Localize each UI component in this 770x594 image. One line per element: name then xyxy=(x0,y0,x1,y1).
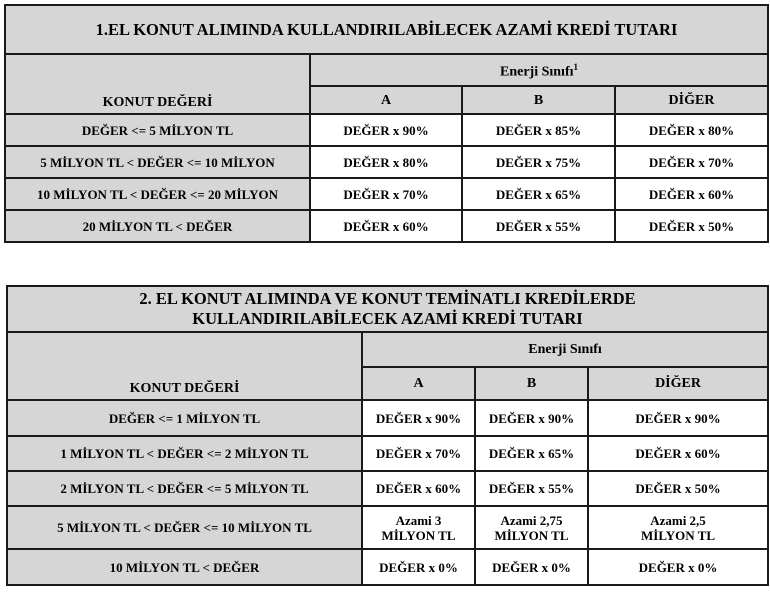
value-line: Azami 2,5 xyxy=(650,512,706,528)
table2-title xyxy=(7,286,768,332)
table1-energy-class-header xyxy=(310,54,768,86)
value-cell xyxy=(362,506,475,549)
value-cell: DEĞER x 50% xyxy=(615,210,768,242)
value-cell: DEĞER x 70% xyxy=(615,146,768,178)
table-row xyxy=(5,114,768,146)
value-cell: DEĞER x 60% xyxy=(362,471,475,506)
value-cell: DEĞER x 85% xyxy=(462,114,615,146)
value-cell: DEĞER x 0% xyxy=(362,549,475,585)
table-row xyxy=(5,146,768,178)
value-line: MİLYON TL xyxy=(640,527,716,543)
table1-class-other: DİĞER xyxy=(615,86,768,114)
table-row xyxy=(7,436,768,471)
value-cell: DEĞER x 90% xyxy=(588,400,768,436)
row-label: DEĞER <= 5 MİLYON TL xyxy=(5,114,310,146)
value-cell: DEĞER x 65% xyxy=(462,178,615,210)
value-cell: DEĞER x 90% xyxy=(362,400,475,436)
table-row xyxy=(7,506,768,549)
row-label: 1 MİLYON TL < DEĞER <= 2 MİLYON TL xyxy=(7,436,362,471)
value-cell: DEĞER x 55% xyxy=(475,471,588,506)
value-line: Azami 3 xyxy=(395,512,442,528)
table2-class-a: A xyxy=(362,367,475,400)
value-line: Azami 2,75 xyxy=(500,512,563,528)
table1-title: 1.EL KONUT ALIMINDA KULLANDIRILABİLECEK AZAMİ KREDİ TUTARI xyxy=(5,5,768,54)
table2-energy-class-header: Enerji Sınıfı xyxy=(362,332,768,367)
table1-konut-degeri-header: KONUT DEĞERİ xyxy=(5,54,310,114)
table2-class-other: DİĞER xyxy=(588,367,768,400)
table-row xyxy=(5,210,768,242)
table2-title-line1: 2. EL KONUT ALIMINDA VE KONUT TEMİNATLI KREDİLERDE xyxy=(139,289,636,308)
table-row xyxy=(7,471,768,506)
value-cell: DEĞER x 60% xyxy=(615,178,768,210)
value-cell: DEĞER x 55% xyxy=(462,210,615,242)
table2-title-line2: KULLANDIRILABİLECEK AZAMİ KREDİ TUTARI xyxy=(192,309,583,328)
value-cell: DEĞER x 60% xyxy=(588,436,768,471)
table1-class-b: B xyxy=(462,86,615,114)
row-label: 2 MİLYON TL < DEĞER <= 5 MİLYON TL xyxy=(7,471,362,506)
table-row xyxy=(7,400,768,436)
value-line: MİLYON TL xyxy=(381,527,456,543)
row-label: 10 MİLYON TL < DEĞER <= 20 MİLYON xyxy=(5,178,310,210)
table2-konut-degeri-header: KONUT DEĞERİ xyxy=(7,332,362,400)
value-cell: DEĞER x 70% xyxy=(310,178,462,210)
value-cell: DEĞER x 0% xyxy=(588,549,768,585)
value-cell: DEĞER x 65% xyxy=(475,436,588,471)
value-cell: DEĞER x 50% xyxy=(588,471,768,506)
value-cell: DEĞER x 0% xyxy=(475,549,588,585)
value-line: MİLYON TL xyxy=(494,527,569,543)
table1-footnote-marker: 1 xyxy=(573,62,578,73)
row-label: 5 MİLYON TL < DEĞER <= 10 MİLYON xyxy=(5,146,310,178)
row-label: DEĞER <= 1 MİLYON TL xyxy=(7,400,362,436)
row-label: 10 MİLYON TL < DEĞER xyxy=(7,549,362,585)
table-row xyxy=(5,178,768,210)
table-row xyxy=(7,549,768,585)
table1-energy-class-label: Enerji Sınıfı xyxy=(499,64,574,80)
row-label: 5 MİLYON TL < DEĞER <= 10 MİLYON TL xyxy=(7,506,362,549)
value-cell: DEĞER x 90% xyxy=(310,114,462,146)
value-cell: DEĞER x 60% xyxy=(310,210,462,242)
value-cell: DEĞER x 75% xyxy=(462,146,615,178)
table1-class-a: A xyxy=(310,86,462,114)
value-cell: DEĞER x 70% xyxy=(362,436,475,471)
value-cell: DEĞER x 80% xyxy=(615,114,768,146)
value-cell xyxy=(475,506,588,549)
table2-class-b: B xyxy=(475,367,588,400)
value-cell: DEĞER x 80% xyxy=(310,146,462,178)
first-hand-housing-table xyxy=(4,4,769,243)
value-cell: DEĞER x 90% xyxy=(475,400,588,436)
row-label: 20 MİLYON TL < DEĞER xyxy=(5,210,310,242)
second-hand-housing-table xyxy=(6,285,769,586)
value-cell xyxy=(588,506,768,549)
